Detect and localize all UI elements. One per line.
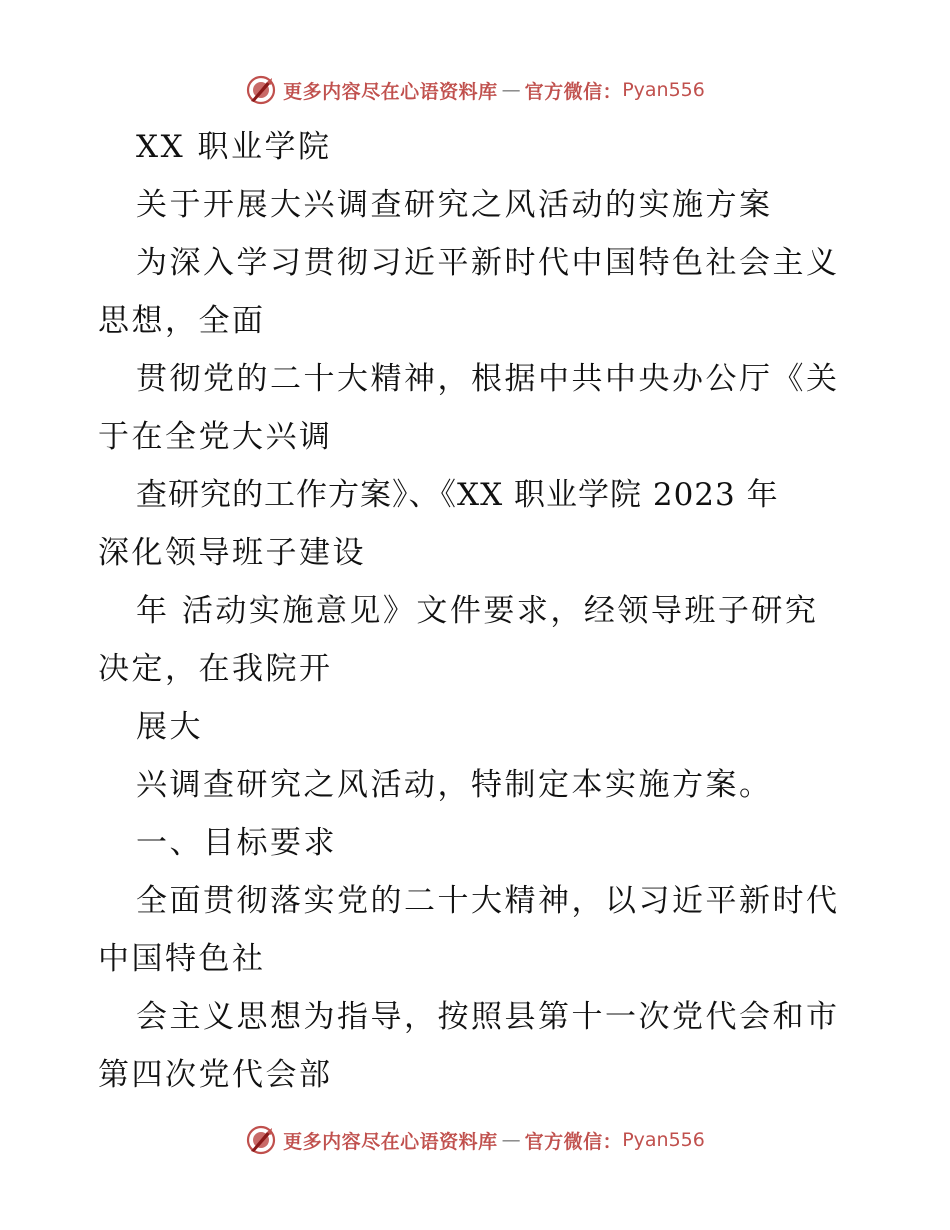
footer-watermark-banner xyxy=(0,1120,950,1160)
body-text-line: 中国特色社 xyxy=(98,941,266,977)
watermark-main-text: 更多内容尽在心语资料库 xyxy=(283,80,498,103)
watermark-main-text: 更多内容尽在心语资料库 xyxy=(283,1130,498,1153)
org-name-line: XX 职业学院 xyxy=(136,129,332,165)
body-text-line: 深化领导班子建设 xyxy=(98,535,366,571)
section-heading-line: 一、目标要求 xyxy=(136,825,337,861)
quill-pen-logo-icon xyxy=(245,74,277,106)
watermark-wechat-label: 官方微信： xyxy=(524,1130,623,1153)
header-watermark-banner xyxy=(0,70,950,110)
body-text-line: 决定，在我院开 xyxy=(98,651,333,687)
body-text-line: 全面贯彻落实党的二十大精神，以习近平新时代 xyxy=(136,883,840,919)
body-text-line: 为深入学习贯彻习近平新时代中国特色社会主义 xyxy=(136,245,840,281)
watermark-wechat-id: Pyan556 xyxy=(622,79,705,101)
quill-pen-logo-icon xyxy=(245,1124,277,1156)
document-title-line: 关于开展大兴调查研究之风活动的实施方案 xyxy=(136,187,773,223)
watermark-separator: — xyxy=(501,79,521,101)
document-body xyxy=(98,118,858,1104)
watermark-separator: — xyxy=(501,1129,521,1151)
body-text-line: 年 活动实施意见》文件要求，经领导班子研究 xyxy=(136,593,819,629)
body-text-line: 思想，全面 xyxy=(98,303,266,339)
body-text-line: 查研究的工作方案》、《XX 职业学院 2023 年 xyxy=(136,477,779,513)
body-text-line: 贯彻党的二十大精神，根据中共中央办公厅《关 xyxy=(136,361,840,397)
watermark-wechat-label: 官方微信： xyxy=(524,80,623,103)
body-text-line: 于在全党大兴调 xyxy=(98,419,333,455)
body-text-line: 展大 xyxy=(136,709,203,745)
body-text-line: 第四次党代会部 xyxy=(98,1057,333,1093)
body-text-line: 会主义思想为指导，按照县第十一次党代会和市 xyxy=(136,999,840,1035)
watermark-wechat-id: Pyan556 xyxy=(622,1129,705,1151)
body-text-line: 兴调查研究之风活动，特制定本实施方案。 xyxy=(136,767,773,803)
